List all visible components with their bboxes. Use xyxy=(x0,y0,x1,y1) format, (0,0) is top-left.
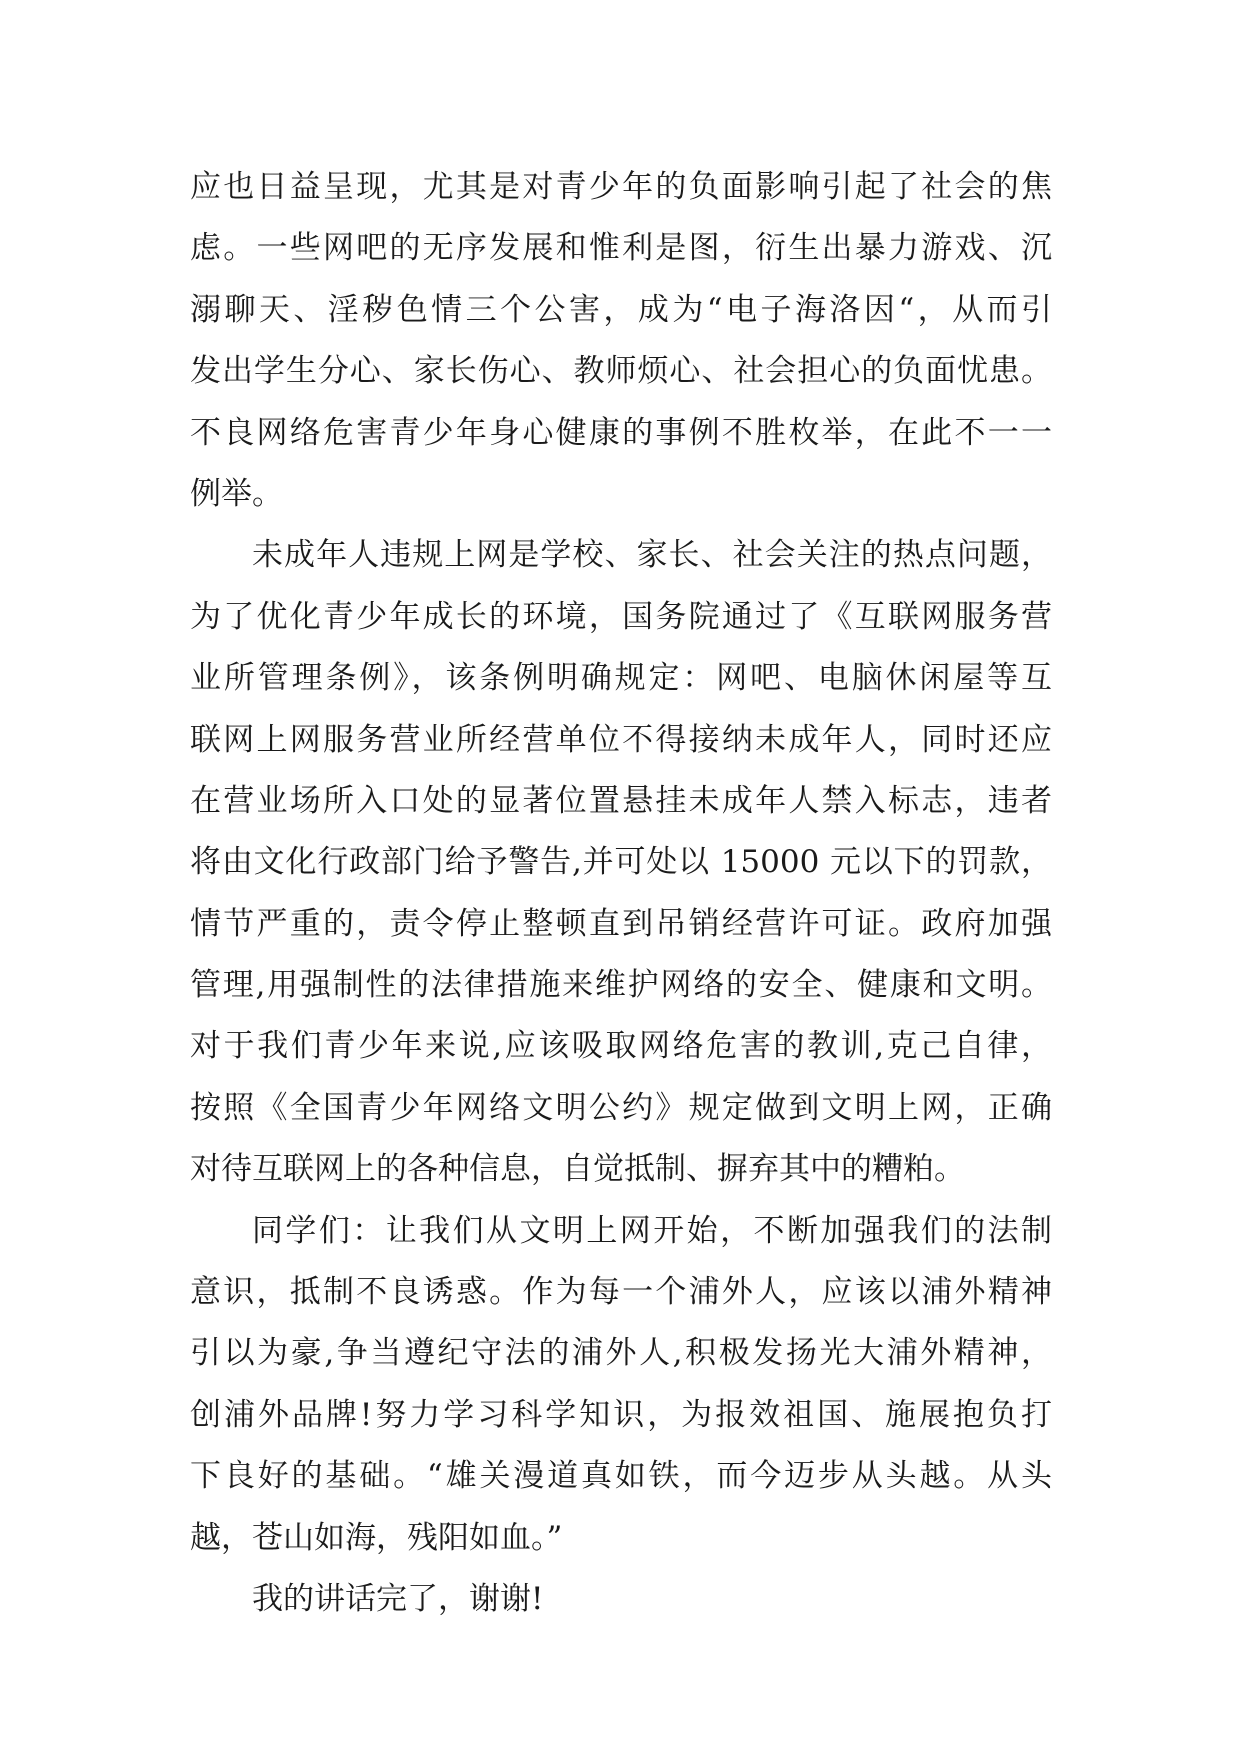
text-line: 对待互联网上的各种信息，自觉抵制、摒弃其中的糟粕。 xyxy=(190,1151,965,1188)
text-line: 不良网络危害青少年身心健康的事例不胜枚举，在此不一一 xyxy=(190,414,1052,451)
text-line: 同学们：让我们从文明上网开始，不断加强我们的法制 xyxy=(252,1212,1052,1249)
text-line: 将由文化行政部门给予警告,并可处以 15000 元以下的罚款， xyxy=(190,844,1052,881)
paragraph-p3 xyxy=(190,1201,1052,1569)
text-line: 意识，抵制不良诱惑。作为每一个浦外人，应该以浦外精神 xyxy=(190,1274,1052,1311)
paragraph-p2 xyxy=(190,525,1052,1200)
text-line: 对于我们青少年来说,应该吸取网络危害的教训,克己自律， xyxy=(190,1028,1052,1065)
document-body xyxy=(190,157,1052,1630)
text-line: 情节严重的，责令停止整顿直到吊销经营许可证。政府加强 xyxy=(190,905,1052,942)
text-line: 为了优化青少年成长的环境，国务院通过了《互联网服务营 xyxy=(190,598,1052,635)
text-line: 溺聊天、淫秽色情三个公害，成为“电子海洛因“，从而引 xyxy=(190,291,1052,328)
text-line: 应也日益呈现，尤其是对青少年的负面影响引起了社会的焦 xyxy=(190,169,1052,205)
text-line: 越，苍山如海，残阳如血。” xyxy=(190,1519,563,1556)
text-line: 联网上网服务营业所经营单位不得接纳未成年人，同时还应 xyxy=(190,721,1052,758)
text-line: 引以为豪,争当遵纪守法的浦外人,积极发扬光大浦外精神， xyxy=(190,1335,1052,1372)
text-line: 我的讲话完了，谢谢! xyxy=(252,1580,544,1617)
paragraph-p4 xyxy=(190,1569,1052,1630)
text-line: 未成年人违规上网是学校、家长、社会关注的热点问题， xyxy=(252,537,1052,574)
text-line: 虑。一些网吧的无序发展和惟利是图，衍生出暴力游戏、沉 xyxy=(190,230,1052,267)
text-line: 管理,用强制性的法律措施来维护网络的安全、健康和文明。 xyxy=(190,967,1052,1004)
text-line: 业所管理条例》，该条例明确规定：网吧、电脑休闲屋等互 xyxy=(190,660,1052,697)
text-line: 创浦外品牌!努力学习科学知识，为报效祖国、施展抱负打 xyxy=(190,1396,1052,1433)
text-line: 例举。 xyxy=(190,475,283,512)
text-line: 发出学生分心、家长伤心、教师烦心、社会担心的负面忧患。 xyxy=(190,353,1052,390)
text-line: 在营业场所入口处的显著位置悬挂未成年人禁入标志，违者 xyxy=(190,782,1052,819)
paragraph-p1 xyxy=(190,157,1052,525)
text-line: 按照《全国青少年网络文明公约》规定做到文明上网，正确 xyxy=(190,1089,1052,1126)
text-line: 下良好的基础。“雄关漫道真如铁，而今迈步从头越。从头 xyxy=(190,1458,1052,1495)
